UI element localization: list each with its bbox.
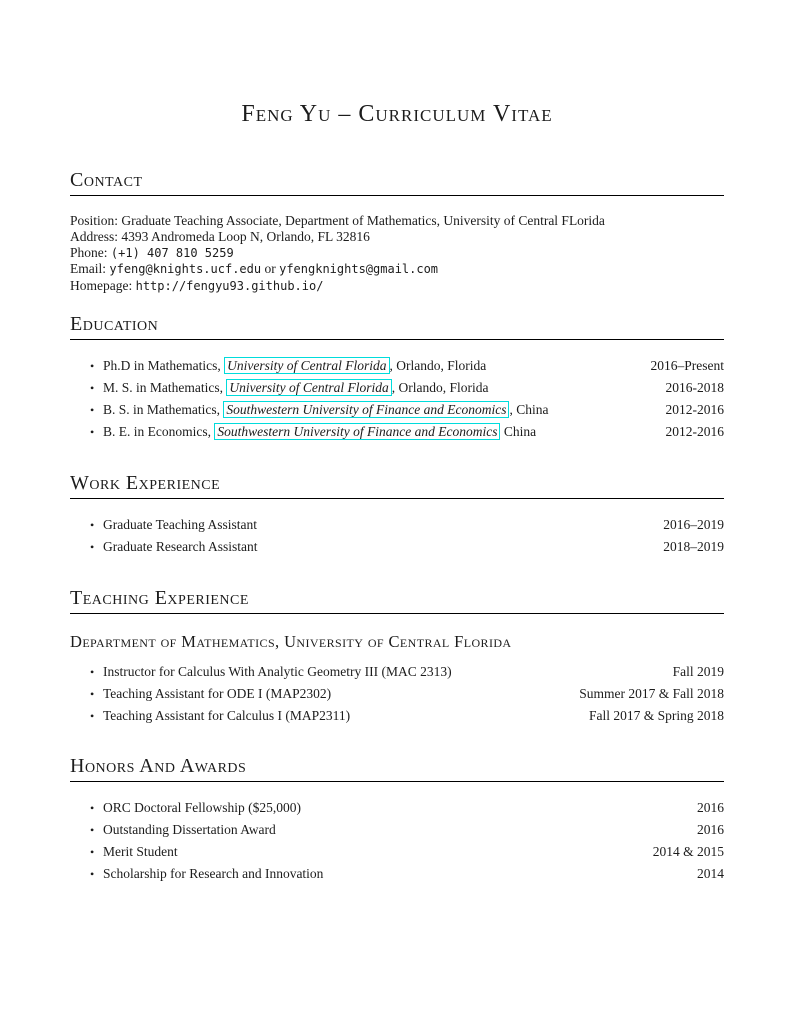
- education-entry: [103, 399, 548, 420]
- education-heading: Education: [70, 312, 724, 340]
- degree-text: B. E. in Economics,: [103, 423, 215, 439]
- degree-text: M. S. in Mathematics,: [103, 379, 227, 395]
- honor-date: 2016: [697, 799, 724, 815]
- teaching-heading: Teaching Experience: [70, 586, 724, 614]
- section-contact: [70, 168, 724, 295]
- bullet-icon: •: [90, 800, 95, 815]
- teaching-title: Teaching Assistant for Calculus I (MAP2311): [103, 707, 351, 723]
- bullet-icon: •: [90, 402, 95, 417]
- location-text: China: [500, 423, 537, 439]
- bullet-icon: •: [90, 380, 95, 395]
- education-entry: [103, 421, 536, 442]
- degree-text: Ph.D in Mathematics,: [103, 357, 225, 373]
- location-text: , Orlando, Florida: [389, 357, 487, 373]
- contact-position-line: [70, 213, 724, 229]
- honor-title: ORC Doctoral Fellowship ($25,000): [103, 799, 301, 815]
- position-value: Graduate Teaching Associate, Department of Mathematics, University of Central FLorida: [121, 213, 605, 228]
- teaching-list: [70, 661, 724, 727]
- university-link[interactable]: University of Central Florida: [226, 379, 391, 396]
- university-link[interactable]: Southwestern University of Finance and Economics: [214, 423, 500, 440]
- bullet-icon: •: [90, 866, 95, 881]
- education-date: 2016-2018: [665, 379, 724, 395]
- phone-label: Phone:: [70, 244, 111, 260]
- university-link[interactable]: University of Central Florida: [224, 357, 389, 374]
- bullet-icon: •: [90, 844, 95, 859]
- honor-title: Scholarship for Research and Innovation: [103, 865, 324, 881]
- honors-list: [70, 797, 724, 885]
- section-education: [70, 312, 724, 443]
- email-secondary-link[interactable]: yfengknights@gmail.com: [279, 262, 439, 277]
- bullet-icon: •: [90, 539, 95, 554]
- document-title: Feng Yu – Curriculum Vitae: [241, 101, 553, 127]
- teaching-item: [70, 705, 724, 727]
- work-heading: Work Experience: [70, 471, 724, 499]
- work-list: [70, 514, 724, 558]
- teaching-subsection-heading: Department of Mathematics, University of Central Florida: [70, 631, 512, 651]
- honor-title: Outstanding Dissertation Award: [103, 821, 276, 837]
- bullet-icon: •: [90, 822, 95, 837]
- bullet-icon: •: [90, 708, 95, 723]
- section-teaching-experience: [70, 586, 724, 727]
- bullet-icon: •: [90, 424, 95, 439]
- teaching-date: Fall 2017 & Spring 2018: [588, 707, 724, 723]
- address-value: 4393 Andromeda Loop N, Orlando, FL 32816: [121, 228, 370, 244]
- education-item: [70, 421, 724, 443]
- honors-item: [70, 797, 724, 819]
- teaching-title: Instructor for Calculus With Analytic Geometry III (MAC 2313): [103, 663, 452, 679]
- degree-text: B. S. in Mathematics,: [103, 401, 224, 417]
- education-item: [70, 377, 724, 399]
- honors-item: [70, 841, 724, 863]
- honors-heading: Honors And Awards: [70, 754, 724, 782]
- contact-address-line: [70, 229, 724, 245]
- contact-email-line: [70, 261, 724, 278]
- university-link[interactable]: Southwestern University of Finance and Economics: [223, 401, 509, 418]
- honor-date: 2014: [697, 865, 724, 881]
- education-item: [70, 355, 724, 377]
- education-date: 2012-2016: [665, 423, 724, 439]
- bullet-icon: •: [90, 517, 95, 532]
- education-item: [70, 399, 724, 421]
- work-date: 2018–2019: [663, 538, 724, 554]
- education-date: 2016–Present: [650, 357, 724, 373]
- homepage-link[interactable]: http://fengyu93.github.io/: [135, 279, 324, 294]
- work-item: [70, 536, 724, 558]
- teaching-date: Summer 2017 & Fall 2018: [579, 685, 724, 701]
- email-primary-link[interactable]: yfeng@knights.ucf.edu: [109, 262, 262, 277]
- email-separator: or: [261, 261, 280, 277]
- education-date: 2012-2016: [665, 401, 724, 417]
- honor-date: 2014 & 2015: [652, 843, 724, 859]
- work-date: 2016–2019: [663, 516, 724, 532]
- section-honors-awards: [70, 754, 724, 885]
- work-title: Graduate Teaching Assistant: [103, 516, 258, 532]
- teaching-item: [70, 683, 724, 705]
- cv-page: [70, 0, 724, 1028]
- teaching-title: Teaching Assistant for ODE I (MAP2302): [103, 685, 332, 701]
- position-label: Position:: [70, 213, 122, 228]
- education-list: [70, 355, 724, 443]
- honors-item: [70, 819, 724, 841]
- contact-phone-line: [70, 245, 724, 262]
- work-title: Graduate Research Assistant: [103, 538, 258, 554]
- honor-title: Merit Student: [103, 843, 178, 859]
- location-text: , China: [509, 401, 549, 417]
- phone-value: (+1) 407 810 5259: [110, 245, 234, 260]
- teaching-date: Fall 2019: [672, 663, 724, 679]
- contact-heading: Contact: [70, 168, 724, 196]
- contact-block: [70, 213, 724, 295]
- contact-homepage-line: [70, 278, 724, 295]
- location-text: , Orlando, Florida: [391, 379, 489, 395]
- bullet-icon: •: [90, 664, 95, 679]
- address-label: Address:: [70, 228, 122, 244]
- teaching-item: [70, 661, 724, 683]
- bullet-icon: •: [90, 358, 95, 373]
- education-entry: [103, 377, 489, 398]
- honors-item: [70, 863, 724, 885]
- bullet-icon: •: [90, 686, 95, 701]
- honor-date: 2016: [697, 821, 724, 837]
- homepage-label: Homepage:: [70, 278, 136, 294]
- education-entry: [103, 355, 486, 376]
- work-item: [70, 514, 724, 536]
- email-label: Email:: [70, 261, 110, 277]
- section-work-experience: [70, 471, 724, 558]
